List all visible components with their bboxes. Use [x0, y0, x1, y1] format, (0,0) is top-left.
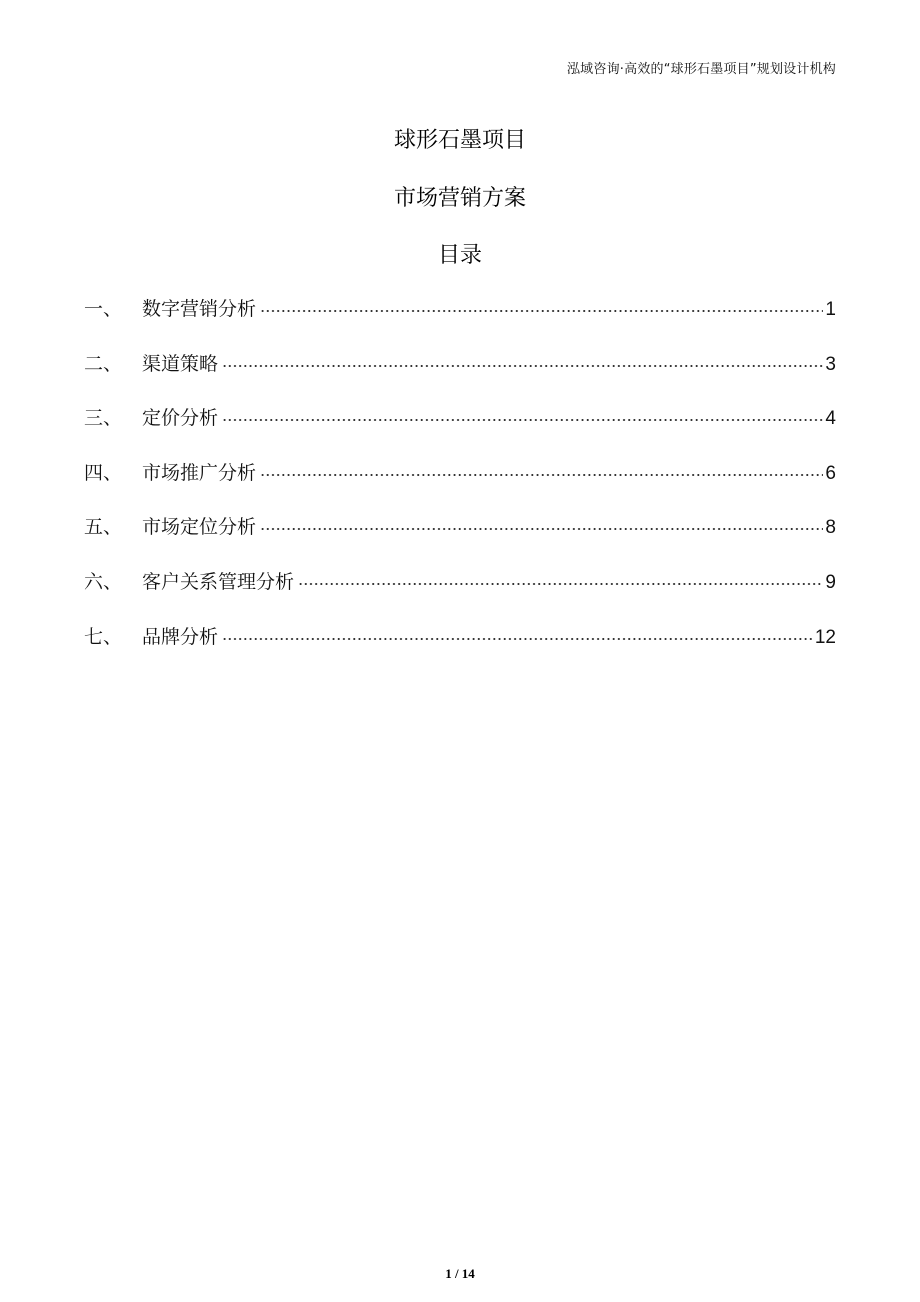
toc-entry-label: 市场定位分析	[142, 516, 257, 539]
toc-entry-2[interactable]	[84, 349, 836, 404]
page-header: 泓域咨询·高效的“球形石墨项目”规划设计机构	[566, 62, 836, 77]
toc-entry-label: 数字营销分析	[142, 298, 257, 320]
toc-entry-label: 客户关系管理分析	[142, 570, 295, 593]
toc-entry-number: 七、	[84, 625, 123, 648]
toc-entry-page: 3	[825, 353, 836, 375]
toc-entry-1[interactable]	[84, 294, 836, 349]
dot-leader	[260, 296, 823, 315]
project-title: 球形石墨项目	[393, 128, 526, 153]
toc-entry-page: 6	[825, 462, 836, 484]
toc-entry-page: 8	[825, 517, 836, 539]
toc-entry-label: 品牌分析	[142, 625, 219, 648]
table-of-contents	[84, 294, 836, 676]
toc-entry-number: 一、	[84, 298, 123, 320]
dot-leader	[222, 351, 823, 370]
toc-entry-number: 六、	[84, 570, 123, 593]
toc-entry-4[interactable]	[84, 458, 836, 513]
dot-leader	[298, 569, 823, 588]
toc-entry-page: 12	[814, 626, 836, 648]
page-indicator: 1 / 14	[445, 1266, 475, 1281]
document-subtitle: 市场营销方案	[393, 186, 526, 211]
toc-entry-number: 三、	[84, 407, 123, 430]
dot-leader	[260, 460, 823, 479]
dot-leader	[222, 405, 823, 424]
dot-leader	[222, 624, 813, 643]
toc-entry-6[interactable]	[84, 567, 836, 622]
toc-entry-page: 1	[825, 299, 836, 320]
toc-entry-number: 二、	[84, 352, 123, 375]
toc-entry-7[interactable]	[84, 622, 836, 677]
toc-entry-label: 定价分析	[142, 407, 219, 430]
toc-entry-label: 渠道策略	[142, 352, 219, 375]
dot-leader	[260, 514, 823, 533]
toc-entry-page: 4	[825, 408, 836, 430]
toc-entry-number: 四、	[84, 461, 123, 484]
toc-entry-page: 9	[825, 571, 836, 593]
toc-entry-label: 市场推广分析	[142, 461, 257, 484]
toc-entry-number: 五、	[84, 516, 123, 539]
toc-heading: 目录	[437, 243, 482, 268]
toc-entry-5[interactable]	[84, 512, 836, 567]
toc-entry-3[interactable]	[84, 403, 836, 458]
